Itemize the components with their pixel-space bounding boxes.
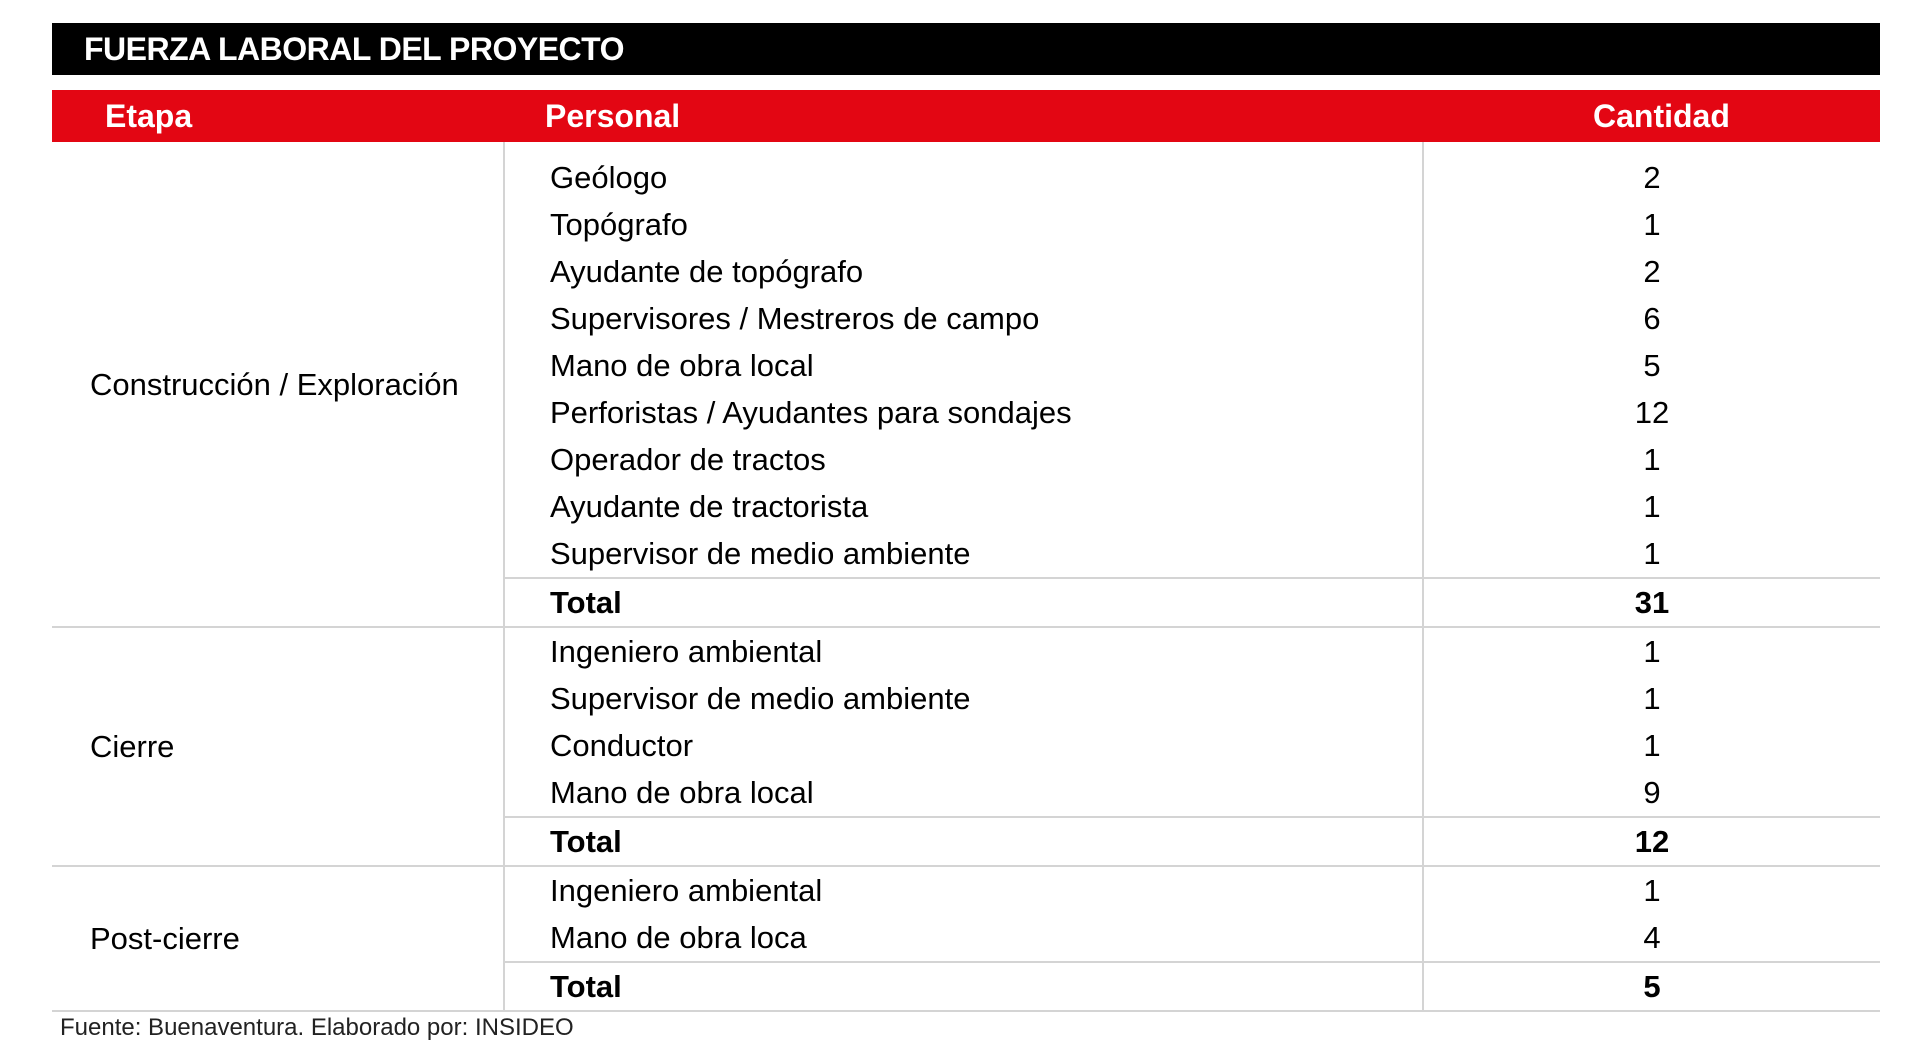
personal-cell: Conductor	[504, 722, 1423, 769]
personal-cell: Mano de obra loca	[504, 914, 1423, 962]
personal-cell: Supervisor de medio ambiente	[504, 675, 1423, 722]
cantidad-cell: 1	[1643, 536, 1661, 571]
total-label: Total	[504, 578, 1423, 627]
cantidad-cell: 2	[1643, 254, 1661, 289]
table-body	[52, 142, 1880, 1011]
total-value: 31	[1423, 578, 1880, 627]
personal-cell: Ayudante de topógrafo	[504, 248, 1423, 295]
cantidad-cell: 1	[1643, 442, 1661, 477]
stage-name: Post-cierre	[52, 866, 504, 1011]
personal-cell: Operador de tractos	[504, 436, 1423, 483]
personal-cell: Ayudante de tractorista	[504, 483, 1423, 530]
personal-cell: Perforistas / Ayudantes para sondajes	[504, 389, 1423, 436]
cantidad-cell: 12	[1634, 395, 1670, 430]
total-value: 5	[1423, 962, 1880, 1011]
cantidad-cell: 1	[1643, 728, 1661, 763]
header-etapa: Etapa	[105, 98, 193, 134]
workforce-table	[52, 142, 1880, 1012]
personal-cell: Ingeniero ambiental	[504, 866, 1423, 914]
stage-name: Construcción / Exploración	[52, 142, 504, 627]
total-value: 12	[1423, 817, 1880, 866]
personal-cell: Topógrafo	[504, 201, 1423, 248]
total-label: Total	[504, 962, 1423, 1011]
table-title: FUERZA LABORAL DEL PROYECTO	[52, 23, 1880, 75]
cantidad-cell: 9	[1643, 775, 1661, 810]
cantidad-cell: 6	[1643, 301, 1661, 336]
cantidad-cell: 1	[1643, 681, 1661, 716]
personal-cell: Supervisor de medio ambiente	[504, 530, 1423, 578]
total-label: Total	[504, 817, 1423, 866]
table-row	[52, 142, 1880, 201]
personal-cell: Ingeniero ambiental	[504, 627, 1423, 675]
table-header	[52, 90, 1880, 142]
personal-cell: Mano de obra local	[504, 769, 1423, 817]
cantidad-cell: 1	[1643, 207, 1661, 242]
cantidad-cell: 2	[1643, 160, 1661, 195]
cantidad-cell: 1	[1643, 489, 1661, 524]
table-row	[52, 866, 1880, 914]
header-personal: Personal	[545, 98, 681, 134]
personal-cell: Geólogo	[504, 142, 1423, 201]
personal-cell: Mano de obra local	[504, 342, 1423, 389]
personal-cell: Supervisores / Mestreros de campo	[504, 295, 1423, 342]
cantidad-cell: 1	[1643, 873, 1661, 908]
cantidad-cell: 4	[1643, 920, 1661, 955]
header-cantidad: Cantidad	[1593, 98, 1730, 134]
cantidad-cell: 5	[1643, 348, 1661, 383]
source-footer: Fuente: Buenaventura. Elaborado por: INSIDEO	[60, 1014, 574, 1041]
cantidad-cell: 1	[1643, 634, 1661, 669]
stage-name: Cierre	[52, 627, 504, 866]
table-row	[52, 627, 1880, 675]
